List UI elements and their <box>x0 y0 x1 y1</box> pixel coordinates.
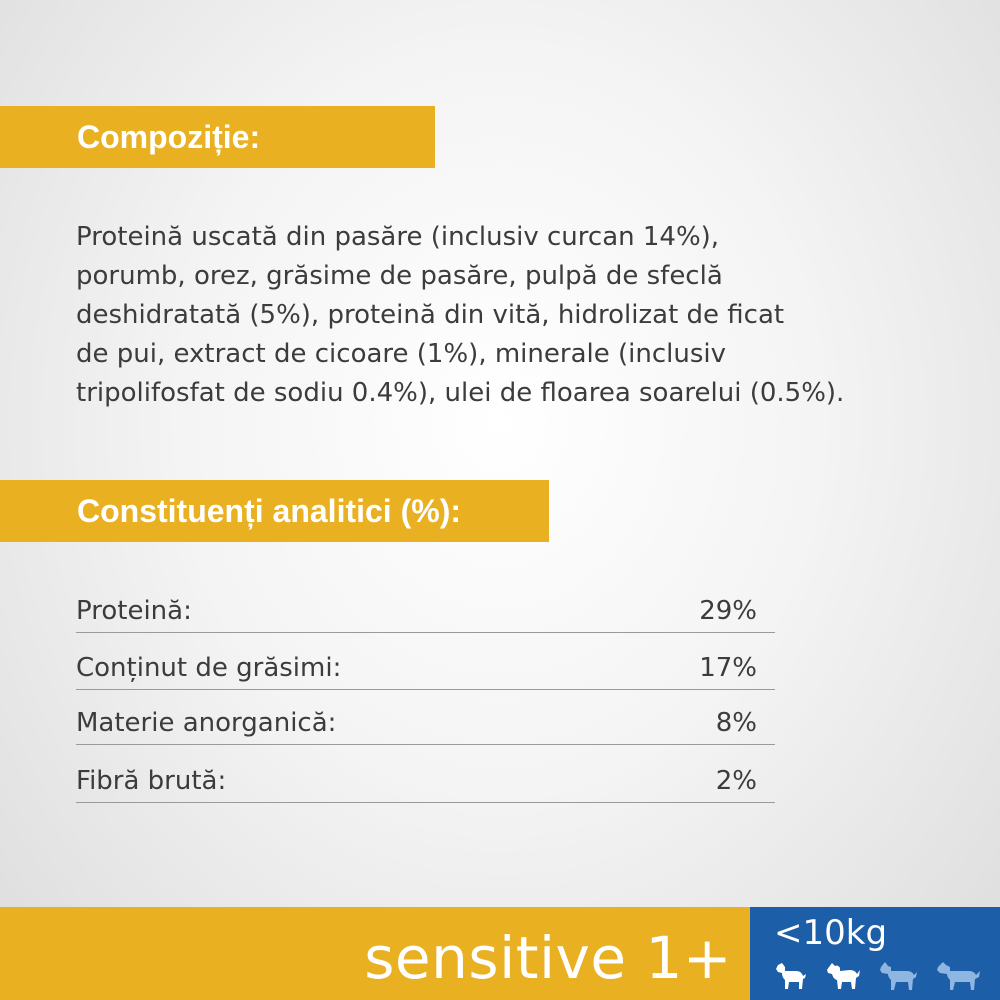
small-fluffy-dog-icon <box>825 961 861 991</box>
product-footer <box>0 907 1000 1000</box>
weight-class-panel <box>750 907 1000 1000</box>
medium-dog-icon <box>878 961 918 991</box>
analytical-row-fibre <box>76 762 775 803</box>
composition-line: de pui, extract de cicoare (1%), minerale (inclusiv <box>76 339 726 369</box>
large-dog-icon <box>935 961 981 991</box>
composition-text <box>76 218 956 413</box>
analytical-row-ash <box>76 704 775 745</box>
analytical-heading-banner <box>0 480 549 542</box>
row-label: Proteină: <box>76 596 192 626</box>
composition-line: Proteină uscată din pasăre (inclusiv curcan 14%), <box>76 222 720 252</box>
row-label: Fibră brută: <box>76 766 227 796</box>
analytical-row-protein <box>76 592 775 633</box>
analytical-row-fat <box>76 649 775 690</box>
row-value: 29% <box>699 596 757 626</box>
product-name: sensitive 1+ <box>364 924 732 992</box>
product-name-bar <box>0 907 750 1000</box>
analytical-heading: Constituenți analitici (%): <box>77 492 461 529</box>
dog-size-icons <box>774 961 993 991</box>
row-value: 17% <box>699 653 757 683</box>
small-dog-icon <box>774 961 808 991</box>
weight-class: <10kg <box>774 913 888 953</box>
composition-line: deshidratată (5%), proteină din vită, hidrolizat de ficat <box>76 300 785 330</box>
composition-heading: Compoziție: <box>77 118 261 155</box>
row-label: Conținut de grăsimi: <box>76 653 342 683</box>
row-value: 8% <box>715 708 757 738</box>
row-label: Materie anorganică: <box>76 708 337 738</box>
composition-line: tripolifosfat de sodiu 0.4%), ulei de floarea soarelui (0.5%). <box>76 378 845 408</box>
composition-line: porumb, orez, grăsime de pasăre, pulpă de sfeclă <box>76 261 723 291</box>
row-value: 2% <box>715 766 757 796</box>
composition-heading-banner <box>0 106 435 168</box>
